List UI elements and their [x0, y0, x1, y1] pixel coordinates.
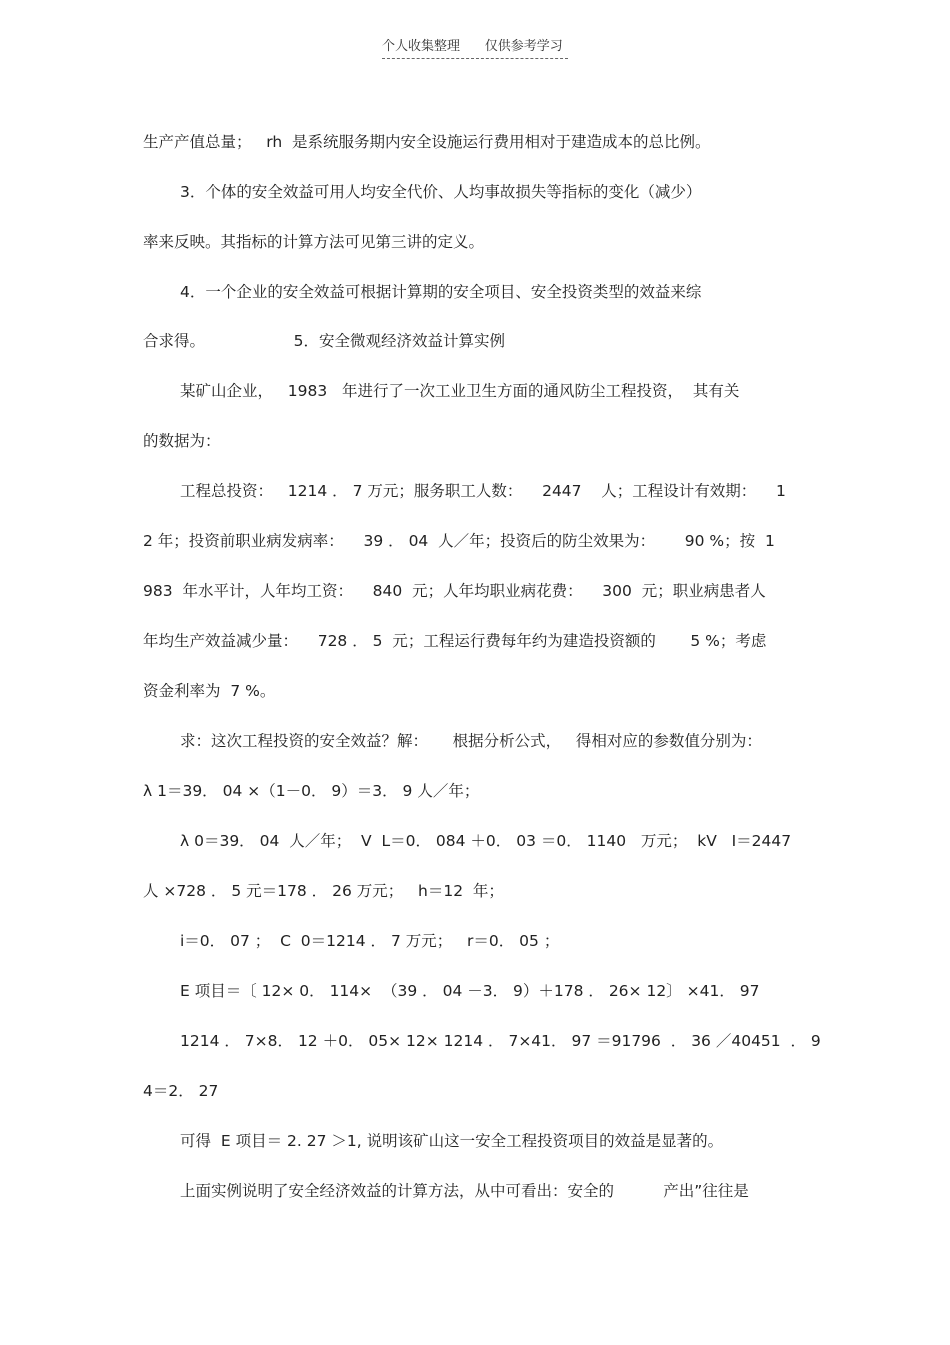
- text-line: 2 年；投资前职业病发病率： 39 ． 04 人／年；投资后的防尘效果为： 90 %；按 1: [143, 532, 775, 550]
- text-line: 年均生产效益减少量： 728 ． 5 元；工程运行费每年约为建造投资额的 5 %；考虑: [143, 632, 767, 650]
- text-line: λ 0＝39． 04 人／年； V L＝0． 084 ＋0． 03 ＝0． 1140 万元； kV I＝2447: [180, 832, 792, 850]
- text-line: E 项目＝〔 12× 0． 114× （39 ． 04 －3． 9）＋178 ． 26× 12〕 ×41． 97: [180, 982, 760, 1000]
- text-line: i＝0． 07 ； C 0＝1214 ． 7 万元； r＝0． 05 ；: [180, 932, 560, 950]
- text-line: 4．一个企业的安全效益可根据计算期的安全项目、安全投资类型的效益来综: [180, 283, 702, 301]
- text-line: 求：这次工程投资的安全效益？解： 根据分析公式， 得相对应的参数值分别为：: [180, 732, 762, 750]
- text-line: 人 ×728 ． 5 元＝178 ． 26 万元； h＝12 年；: [143, 882, 504, 900]
- page-header: 个人收集整理 仅供参考学习: [382, 38, 568, 59]
- text-line: 可得 E 项目＝ 2. 27 ＞1, 说明该矿山这一安全工程投资项目的效益是显著的。: [180, 1132, 724, 1150]
- text-line: 983 年水平计，人年均工资： 840 元；人年均职业病花费： 300 元；职业病患者人: [143, 582, 766, 600]
- text-line: λ 1＝39． 04 ×（1－0． 9）＝3． 9 人／年；: [143, 782, 480, 800]
- text-line: 率来反映。其指标的计算方法可见第三讲的定义。: [143, 233, 485, 251]
- text-line: 3．个体的安全效益可用人均安全代价、人均事故损失等指标的变化（减少）: [180, 183, 702, 201]
- text-line: 1214 ． 7×8． 12 ＋0． 05× 12× 1214 ． 7×41． 97 ＝91796 ． 36 ／40451 ． 9: [180, 1032, 821, 1050]
- text-line: 工程总投资： 1214 ． 7 万元；服务职工人数： 2447 人；工程设计有效期： 1: [180, 482, 786, 500]
- text-line: 上面实例说明了安全经济效益的计算方法，从中可看出：安全的 产出”往往是: [180, 1182, 749, 1200]
- text-line: 的数据为：: [143, 432, 221, 450]
- text-line: 资金利率为 7 %。: [143, 682, 276, 700]
- text-line: 生产产值总量； rh 是系统服务期内安全设施运行费用相对于建造成本的总比例。: [143, 133, 711, 151]
- text-line: 合求得。 5．安全微观经济效益计算实例: [143, 332, 506, 350]
- text-line: 4＝2． 27: [143, 1082, 219, 1100]
- text-line: 某矿山企业， 1983 年进行了一次工业卫生方面的通风防尘工程投资， 其有关: [180, 382, 740, 400]
